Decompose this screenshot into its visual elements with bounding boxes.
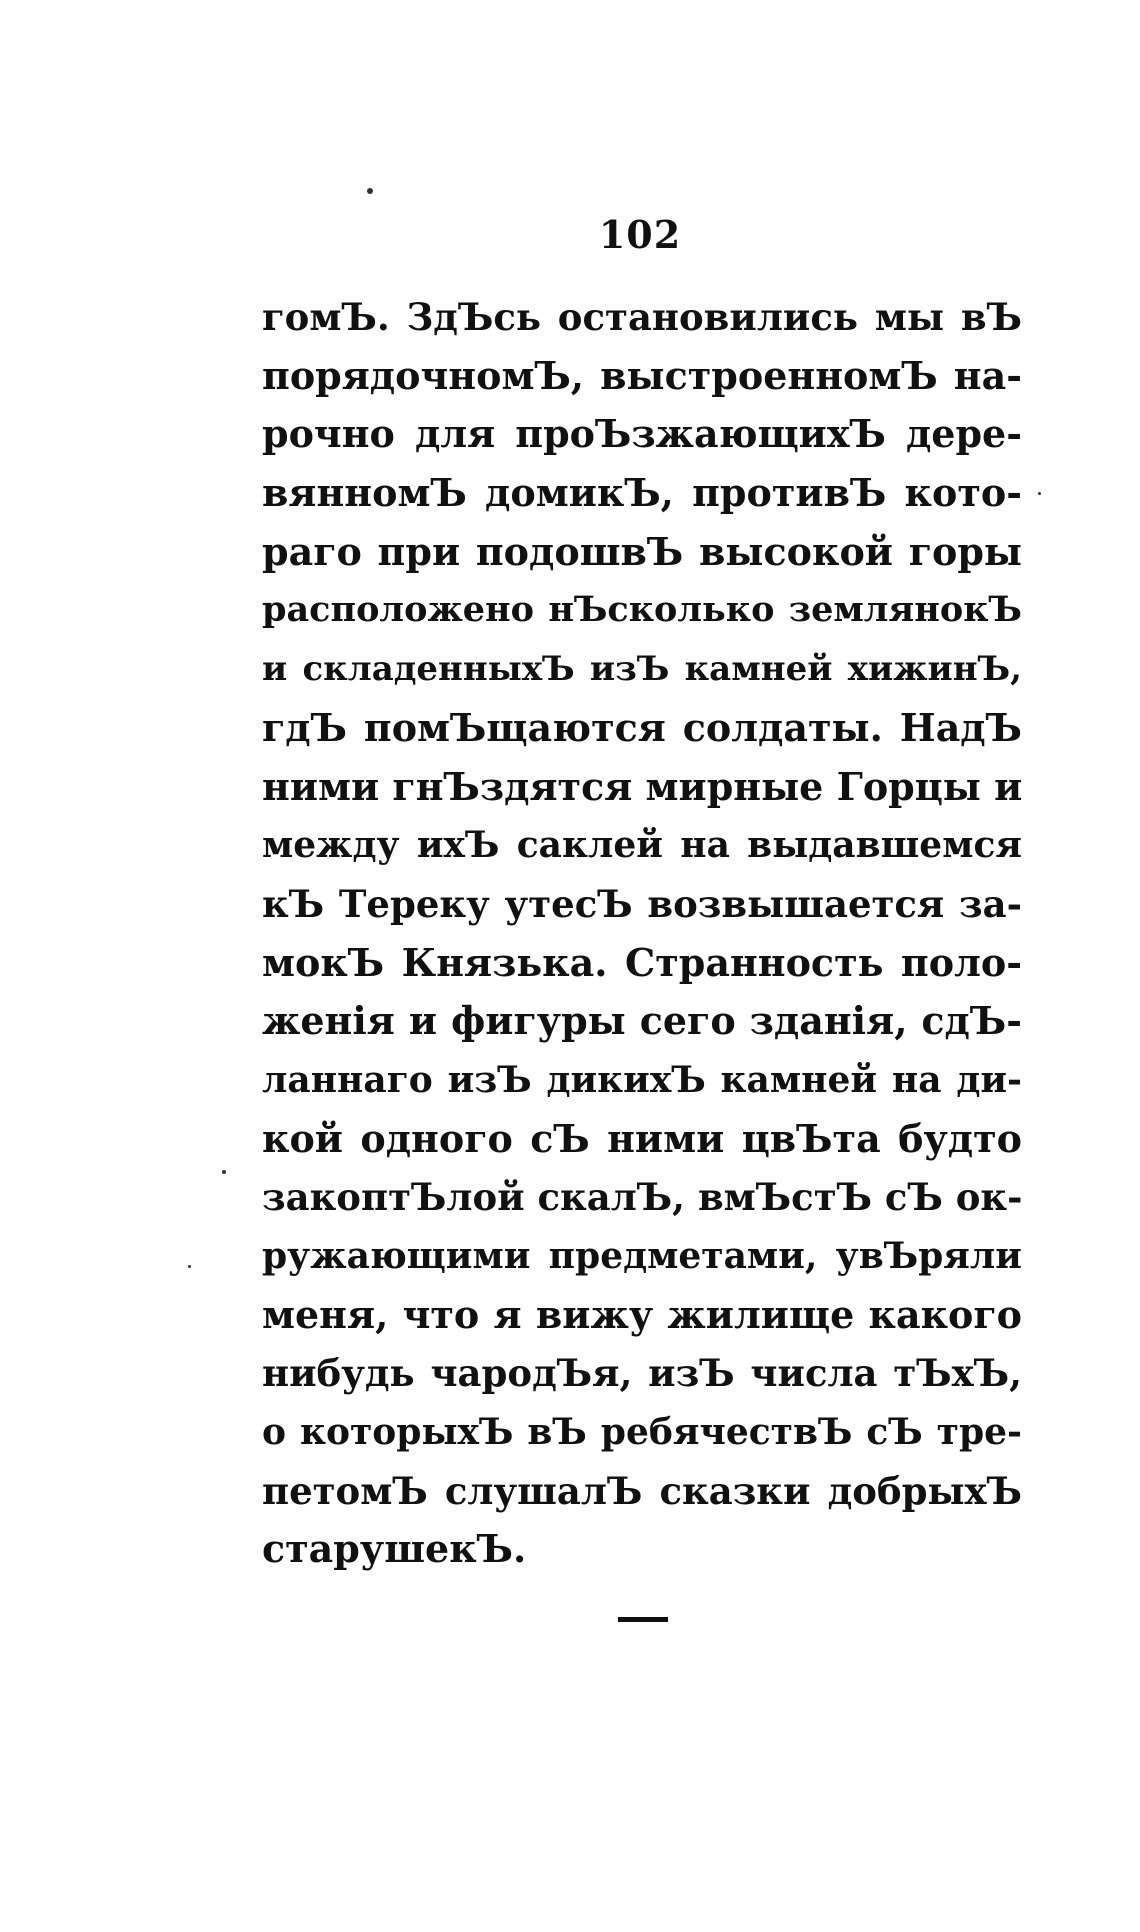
text-line: мокЪ Князька. Странность поло- [262,939,1022,985]
text-line: кой одного сЪ ними цвЪта будто [262,1115,1022,1161]
text-line: гомЪ. ЗдЪсь остановились мы вЪ [262,295,1022,339]
text-line: расположено нЪсколько землянокЪ [262,589,1022,631]
text-line: раго при подошвЪ высокой горы [262,528,1022,574]
text-line: о которыхЪ вЪ ребячествЪ сЪ тре- [262,1411,1022,1454]
text-line: гдЪ помЪщаются солдаты. НадЪ [262,704,1022,750]
text-line: рочно для проЪзжающихЪ дере- [262,411,1022,457]
text-line: ними гнЪздятся мирные Горцы и [262,763,1023,809]
print-speck [222,1170,226,1174]
text-line: порядочномЪ, выстроенномЪ на- [262,352,1022,398]
text-line: закоптЪлой скалЪ, вмЪстЪ сЪ ок- [262,1175,1023,1220]
text-line: нибудь чародЪя, изЪ числа тЪхЪ, [262,1351,1022,1396]
text-line: меня, что я вижу жилище какого [262,1291,1022,1337]
print-speck [367,188,373,194]
text-line: старушекЪ. [262,1526,527,1572]
text-line: и складенныхЪ изЪ камней хижинЪ, [262,649,1022,690]
section-end-rule [618,1617,668,1622]
text-line: ланнаго изЪ дикихЪ камней на ди- [262,1058,1022,1101]
text-line: кЪ Тереку утесЪ возвышается за- [262,881,1022,926]
text-line: между ихЪ саклей на выдавшемся [262,824,1022,867]
text-line: женія и фигуры сего зданія, сдЪ- [262,998,1022,1044]
text-line: петомЪ слушалЪ сказки добрыхЪ [262,1468,1022,1513]
body-text [262,288,1022,1579]
print-speck [188,1265,191,1268]
text-line: вянномЪ домикЪ, противЪ кото- [262,470,1022,516]
text-line: ружающими предметами, увЪряли [262,1235,1022,1277]
page-number: 102 [598,212,682,257]
print-speck [1038,492,1041,495]
